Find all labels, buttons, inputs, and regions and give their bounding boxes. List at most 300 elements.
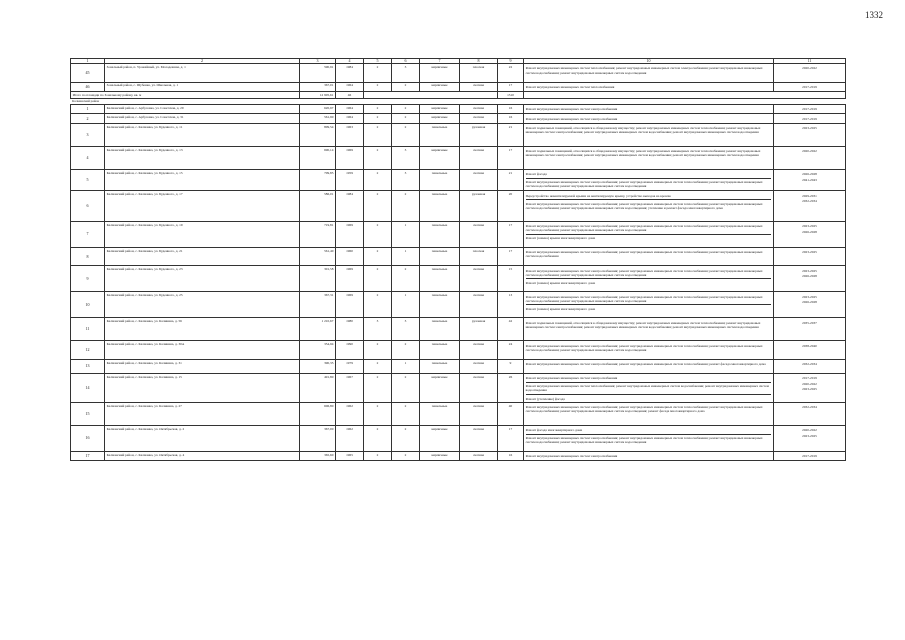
entrances-cell: 1 bbox=[392, 359, 420, 373]
row-number: 45 bbox=[71, 64, 105, 83]
area-cell: 620,97 bbox=[300, 104, 336, 114]
walls-material-cell: кирпичные bbox=[420, 373, 460, 402]
row-number: 46 bbox=[71, 82, 105, 92]
row-number: 3 bbox=[71, 123, 105, 146]
area-cell: 561,40 bbox=[300, 247, 336, 266]
year-period: 2017-2019 bbox=[802, 107, 817, 112]
walls-material-cell: кирпичные bbox=[420, 114, 460, 124]
years-cell bbox=[774, 123, 846, 146]
floors-cell: 2 bbox=[364, 266, 392, 292]
floors-cell: 2 bbox=[364, 123, 392, 146]
walls-material-cell: панельные bbox=[420, 318, 460, 341]
year-built-cell: 1969 bbox=[336, 292, 364, 318]
year-period: 2017-2019 bbox=[802, 116, 817, 121]
year-period: 2017-2019 bbox=[802, 454, 817, 459]
work-item: Ремонт внутридомовых инженерных систем электроснабжения; ремонт внутридомовых инженерных систем теплоснабжения; ремонт внутридомовых инженерных систем водоснабжения; ремонт внутридомовых инженерных систем водоотведения bbox=[525, 224, 763, 233]
roof-type-cell: скатная bbox=[460, 104, 498, 114]
roof-type-cell: рулонная bbox=[460, 123, 498, 146]
row-number: 16 bbox=[71, 425, 105, 451]
work-item: Ремонт внутридомовых инженерных систем теплоснабжения; ремонт внутридомовых инженерных систем водоснабжения; ремонт внутридомовых инженерных систем водоотведения bbox=[526, 382, 772, 393]
entrances-cell: 2 bbox=[392, 82, 420, 92]
area-cell: 709,85 bbox=[300, 169, 336, 191]
district-heading: Калманский район bbox=[71, 98, 846, 104]
area-cell: 367,01 bbox=[300, 82, 336, 92]
years-cell bbox=[774, 373, 846, 402]
years-cell bbox=[774, 451, 846, 461]
year-period: 2023-2025 bbox=[802, 387, 817, 392]
years-cell bbox=[774, 359, 846, 373]
row-number: 17 bbox=[71, 451, 105, 461]
table-row bbox=[71, 318, 846, 341]
row-number: 6 bbox=[71, 191, 105, 222]
year-built-cell: 1969 bbox=[336, 221, 364, 247]
flats-cell: 21 bbox=[498, 169, 524, 191]
years-cell bbox=[774, 221, 846, 247]
table-row bbox=[71, 114, 846, 124]
walls-material-cell: кирпичные bbox=[420, 451, 460, 461]
flats-cell: 17 bbox=[498, 82, 524, 92]
table-body bbox=[71, 59, 846, 461]
work-item: Ремонт внутридомовых инженерных систем электроснабжения bbox=[525, 107, 618, 112]
work-item: Ремонт внутридомовых инженерных систем теплоснабжения; ремонт внутридомовых инженерных систем электроснабжения; ремонт внутридомовых инженерных систем водоснабжения; ремонт внутридомовых инженерных систем водоотведения bbox=[525, 66, 763, 75]
flats-cell: 42 bbox=[498, 318, 524, 341]
roof-type-cell: скатная bbox=[460, 221, 498, 247]
entrances-cell: 1 bbox=[392, 221, 420, 247]
works-cell bbox=[524, 191, 774, 222]
area-cell: 367,00 bbox=[300, 425, 336, 451]
year-built-cell: 1980 bbox=[336, 318, 364, 341]
year-built-cell: 1964 bbox=[336, 114, 364, 124]
table-row bbox=[71, 123, 846, 146]
works-cell bbox=[524, 123, 774, 146]
floors-cell: 2 bbox=[364, 146, 392, 169]
years-cell bbox=[774, 191, 846, 222]
floors-cell: 2 bbox=[364, 104, 392, 114]
column-number: 5 bbox=[364, 59, 392, 64]
address-cell: Калманский район, с. Калманка, ул. Калинина, д. 31 bbox=[105, 359, 300, 373]
address-cell: Калманский район, с. Калманка, ул. Буденного, д. 21 bbox=[105, 247, 300, 266]
year-built-cell: 1959 bbox=[336, 169, 364, 191]
column-number: 4 bbox=[336, 59, 364, 64]
years-cell bbox=[774, 341, 846, 360]
year-built-cell: 1984 bbox=[336, 191, 364, 222]
work-item: Ремонт внутридомовых инженерных систем электроснабжения bbox=[525, 116, 618, 121]
area-cell: 354,94 bbox=[300, 341, 336, 360]
area-cell: 809,54 bbox=[300, 123, 336, 146]
floors-cell: 2 bbox=[364, 247, 392, 266]
roof-type-cell: скатная bbox=[460, 373, 498, 402]
year-period: 2023-2025 bbox=[802, 250, 817, 255]
column-number: 7 bbox=[420, 59, 460, 64]
entrances-cell: 3 bbox=[392, 318, 420, 341]
work-item: Ремонт внутридомовых инженерных систем электроснабжения; ремонт внутридомовых инженерных систем теплоснабжения; ремонт внутридомовых инженерных систем водоснабжения; ремонт внутридомовых инженерных систем водоотведения bbox=[526, 178, 772, 189]
address-cell: Калманский район, с. Калманка, ул. Калинина, д. 27 bbox=[105, 402, 300, 425]
year-period: 2035-2037 bbox=[802, 320, 817, 325]
address-cell: Калманский район, с. Калманка, ул. Октябрьская, д. 2 bbox=[105, 425, 300, 451]
table-row bbox=[71, 104, 846, 114]
works-cell bbox=[524, 373, 774, 402]
entrances-cell: 2 bbox=[392, 451, 420, 461]
walls-material-cell: панельные bbox=[420, 402, 460, 425]
roof-type-cell: скатная bbox=[460, 266, 498, 292]
roof-type-cell: рулонная bbox=[460, 191, 498, 222]
year-period: 2023-2025 bbox=[802, 294, 817, 299]
floors-cell: 2 bbox=[364, 64, 392, 83]
table-row bbox=[71, 221, 846, 247]
work-item: Ремонт (замена) крыши многоквартирного дома bbox=[526, 234, 772, 241]
flats-cell: 20 bbox=[498, 191, 524, 222]
year-period: 2020-2022 bbox=[802, 428, 817, 433]
row-number: 9 bbox=[71, 266, 105, 292]
column-number: 3 bbox=[300, 59, 336, 64]
years-cell bbox=[774, 266, 846, 292]
work-item: Ремонт внутридомовых инженерных систем электроснабжения bbox=[525, 376, 618, 381]
years-cell bbox=[774, 292, 846, 318]
walls-material-cell: панельные bbox=[420, 123, 460, 146]
walls-material-cell: панельные bbox=[420, 221, 460, 247]
work-item: Ремонт внутридомовых инженерных систем электроснабжения; ремонт внутридомовых инженерных систем теплоснабжения; ремонт внутридомовых инженерных систем водоснабжения; ремонт внутридомовых инженерных систем водоотведения bbox=[525, 343, 763, 352]
floors-cell: 2 bbox=[364, 82, 392, 92]
flats-cell: 9 bbox=[498, 359, 524, 373]
year-period: 2041-2043 bbox=[802, 177, 817, 182]
entrances-cell: 2 bbox=[392, 266, 420, 292]
year-period: 2032-2034 bbox=[802, 199, 817, 204]
table-row bbox=[71, 373, 846, 402]
flats-cell: 21 bbox=[498, 123, 524, 146]
walls-material-cell: кирпичные bbox=[420, 104, 460, 114]
year-built-cell: 1969 bbox=[336, 266, 364, 292]
table-row bbox=[71, 359, 846, 373]
flats-cell: 16 bbox=[498, 114, 524, 124]
table-row bbox=[71, 292, 846, 318]
floors-cell: 2 bbox=[364, 451, 392, 461]
address-cell: Калманский район, с. Калманка, ул. Буденного, д. 15 bbox=[105, 169, 300, 191]
entrances-cell: 2 bbox=[392, 402, 420, 425]
row-number: 11 bbox=[71, 318, 105, 341]
address-cell: Калманский район, с. Калманка, ул. Октябрьская, д. 4 bbox=[105, 451, 300, 461]
years-cell bbox=[774, 247, 846, 266]
works-cell bbox=[524, 82, 774, 92]
floors-cell: 2 bbox=[364, 114, 392, 124]
total-label: Итого по площади по Зональному району, кв. м bbox=[71, 92, 300, 98]
entrances-cell: 2 bbox=[392, 123, 420, 146]
years-cell bbox=[774, 82, 846, 92]
floors-cell: 2 bbox=[364, 402, 392, 425]
address-cell: Калманский район, с. Калманка, ул. Калинина, д. 15 bbox=[105, 373, 300, 402]
work-item: Переустройство невентилируемой крыши на вентилируемую крышу, устройство выходов на кровлю bbox=[525, 193, 672, 198]
area-cell: 590,91 bbox=[300, 64, 336, 83]
row-number: 15 bbox=[71, 402, 105, 425]
floors-cell: 2 bbox=[364, 169, 392, 191]
address-cell: Калманский район, с. Калманка, ул. Буденного, д. 19 bbox=[105, 221, 300, 247]
column-number: 11 bbox=[774, 59, 846, 64]
flats-cell: 15 bbox=[498, 266, 524, 292]
flats-cell: 17 bbox=[498, 425, 524, 451]
floors-cell: 3 bbox=[364, 318, 392, 341]
year-period: 2023-2025 bbox=[802, 433, 817, 438]
table-row bbox=[71, 341, 846, 360]
total-area: 12 905,61 bbox=[300, 92, 336, 98]
year-period: 2020-2022 bbox=[802, 149, 817, 154]
flats-cell: 24 bbox=[498, 341, 524, 360]
years-cell bbox=[774, 104, 846, 114]
roof-type-cell: плоская bbox=[460, 247, 498, 266]
entrances-cell: 2 bbox=[392, 114, 420, 124]
repair-schedule-table bbox=[70, 58, 846, 461]
area-cell: 365,60 bbox=[300, 451, 336, 461]
area-cell: 606,80 bbox=[300, 402, 336, 425]
entrances-cell: 3 bbox=[392, 169, 420, 191]
year-period: 2023-2025 bbox=[802, 224, 817, 229]
table-row bbox=[71, 146, 846, 169]
column-number: 9 bbox=[498, 59, 524, 64]
work-item: Ремонт подвальных помещений, относящихся к общедомовому имуществу; ремонт внутридомовых инженерных систем теплоснабжения; ремонт внутридомовых инженерных систем электроснабжения; ремонт внутридомовых инженерных систем водоснабжения; ремонт внутридомовых инженерных систем водоотведения bbox=[525, 149, 761, 158]
year-built-cell: 1962 bbox=[336, 402, 364, 425]
area-cell: 719,81 bbox=[300, 221, 336, 247]
flats-cell: 16 bbox=[498, 104, 524, 114]
row-number: 1 bbox=[71, 104, 105, 114]
walls-material-cell: панельные bbox=[420, 191, 460, 222]
year-period: 2026-2028 bbox=[802, 300, 817, 305]
year-built-cell: 1984 bbox=[336, 64, 364, 83]
address-cell: Калманский район, с. Калманка, ул. Буденного, д. 25 bbox=[105, 292, 300, 318]
flats-cell: 17 bbox=[498, 221, 524, 247]
walls-material-cell: кирпичные bbox=[420, 425, 460, 451]
works-cell bbox=[524, 292, 774, 318]
area-cell: 690,14 bbox=[300, 146, 336, 169]
floors-cell: 2 bbox=[364, 221, 392, 247]
total-count: 46 bbox=[336, 92, 364, 98]
table-row bbox=[71, 266, 846, 292]
roof-type-cell: рулонная bbox=[460, 318, 498, 341]
roof-type-cell: скатная bbox=[460, 146, 498, 169]
year-built-cell: 1967 bbox=[336, 373, 364, 402]
works-cell bbox=[524, 341, 774, 360]
entrances-cell: 2 bbox=[392, 104, 420, 114]
works-cell bbox=[524, 146, 774, 169]
year-period: 2026-2028 bbox=[802, 274, 817, 279]
work-item: Ремонт внутридомовых инженерных систем электроснабжения; ремонт внутридомовых инженерных систем теплоснабжения; ремонт внутридомовых инженерных систем водоснабжения; ремонт внутридомовых инженерных систем водоотведения bbox=[525, 268, 763, 277]
table-row bbox=[71, 64, 846, 83]
flats-cell: 22 bbox=[498, 64, 524, 83]
year-period: 2026-2028 bbox=[802, 172, 817, 177]
walls-material-cell: кирпичные bbox=[420, 64, 460, 83]
work-item: Ремонт (утепление) фасада bbox=[526, 394, 772, 401]
table-row bbox=[71, 451, 846, 461]
work-item: Ремонт внутридомовых инженерных систем электроснабжения; ремонт внутридомовых инженерных систем теплоснабжения; ремонт фасада многоквартирного дома bbox=[525, 362, 766, 367]
row-number: 12 bbox=[71, 341, 105, 360]
year-built-cell: 1962 bbox=[336, 425, 364, 451]
walls-material-cell: панельные bbox=[420, 247, 460, 266]
entrances-cell: 3 bbox=[392, 64, 420, 83]
roof-type-cell: скатная bbox=[460, 114, 498, 124]
year-built-cell: 1963 bbox=[336, 123, 364, 146]
walls-material-cell: панельные bbox=[420, 341, 460, 360]
column-number: 6 bbox=[392, 59, 420, 64]
walls-material-cell: панельные bbox=[420, 359, 460, 373]
works-cell bbox=[524, 114, 774, 124]
address-cell: Калманский район, с. Калманка, ул. Калинина, д. 56 bbox=[105, 318, 300, 341]
area-cell: 367,31 bbox=[300, 292, 336, 318]
flats-cell: 16 bbox=[498, 451, 524, 461]
address-cell: Калманский район, с. Калманка, ул. Буденного, д. 17 bbox=[105, 191, 300, 222]
table-row bbox=[71, 247, 846, 266]
year-period: 2017-2019 bbox=[802, 84, 817, 89]
floors-cell: 2 bbox=[364, 292, 392, 318]
area-cell: 561,90 bbox=[300, 114, 336, 124]
row-number: 13 bbox=[71, 359, 105, 373]
address-cell: Зональный район, п. Урожайный, ул. Молодежная, д. 1 bbox=[105, 64, 300, 83]
work-item: Ремонт подвальных помещений, относящихся к общедомовому имуществу; ремонт внутридомовых инженерных систем теплоснабжения; ремонт внутридомовых инженерных систем электроснабжения; ремонт внутридомовых инженерных систем водоснабжения; ремонт внутридомовых инженерных систем водоотведения bbox=[525, 126, 761, 135]
flats-cell: 40 bbox=[498, 402, 524, 425]
column-number: 1 bbox=[71, 59, 105, 64]
year-period: 2017-2019 bbox=[802, 376, 817, 381]
roof-type-cell: скатная bbox=[460, 82, 498, 92]
page-number: 1332 bbox=[865, 10, 883, 20]
area-cell: 390,35 bbox=[300, 359, 336, 373]
works-cell bbox=[524, 104, 774, 114]
floors-cell: 2 bbox=[364, 191, 392, 222]
walls-material-cell: панельные bbox=[420, 169, 460, 191]
year-built-cell: 1969 bbox=[336, 146, 364, 169]
year-built-cell: 1964 bbox=[336, 82, 364, 92]
address-cell: Калманский район, с. Калманка, ул. Калинина, д. 30А bbox=[105, 341, 300, 360]
walls-material-cell: панельные bbox=[420, 292, 460, 318]
area-cell: 491,80 bbox=[300, 373, 336, 402]
work-item: Ремонт внутридомовых инженерных систем электроснабжения bbox=[525, 454, 618, 459]
floors-cell: 2 bbox=[364, 373, 392, 402]
roof-type-cell: скатная bbox=[460, 169, 498, 191]
document-page bbox=[70, 58, 845, 461]
year-built-cell: 1965 bbox=[336, 451, 364, 461]
row-number: 5 bbox=[71, 169, 105, 191]
year-period: 2029-2031 bbox=[802, 193, 817, 198]
roof-type-cell: плоская bbox=[460, 64, 498, 83]
flats-cell: 13 bbox=[498, 292, 524, 318]
row-number: 8 bbox=[71, 247, 105, 266]
table-row bbox=[71, 82, 846, 92]
work-item: Ремонт (замена) крыши многоквартирного дома bbox=[526, 304, 772, 311]
roof-type-cell: скатная bbox=[460, 402, 498, 425]
work-item: Ремонт внутридомовых инженерных систем электроснабжения; ремонт внутридомовых инженерных систем теплоснабжения; ремонт внутридомовых инженерных систем водоснабжения; ремонт внутридомовых инженерных систем водоотведения bbox=[526, 434, 772, 445]
roof-type-cell: скатная bbox=[460, 341, 498, 360]
works-cell bbox=[524, 359, 774, 373]
work-item: Ремонт фасада многоквартирного дома bbox=[525, 428, 583, 433]
year-period: 2020-2022 bbox=[802, 381, 817, 386]
year-period: 2023-2025 bbox=[802, 268, 817, 273]
flats-cell: 17 bbox=[498, 146, 524, 169]
column-number: 8 bbox=[460, 59, 498, 64]
table-row bbox=[71, 425, 846, 451]
walls-material-cell: панельные bbox=[420, 266, 460, 292]
works-cell bbox=[524, 451, 774, 461]
work-item: Ремонт фасада bbox=[525, 172, 547, 177]
walls-material-cell: кирпичные bbox=[420, 82, 460, 92]
entrances-cell: 1 bbox=[392, 247, 420, 266]
area-cell: 586,01 bbox=[300, 191, 336, 222]
entrances-cell: 2 bbox=[392, 373, 420, 402]
works-cell bbox=[524, 318, 774, 341]
roof-type-cell: скатная bbox=[460, 425, 498, 451]
address-cell: Зональный район, с. Шубенка, ул. Школьная, д. 1 bbox=[105, 82, 300, 92]
floors-cell: 2 bbox=[364, 341, 392, 360]
year-built-cell: 1960 bbox=[336, 247, 364, 266]
floors-cell: 2 bbox=[364, 359, 392, 373]
column-number: 10 bbox=[524, 59, 774, 64]
flats-cell: 17 bbox=[498, 247, 524, 266]
works-cell bbox=[524, 221, 774, 247]
year-period: 2032-2034 bbox=[802, 362, 817, 367]
address-cell: Калманский район, с. Арбузовка, ул. Советская, д. 29 bbox=[105, 104, 300, 114]
work-item: Ремонт внутридомовых инженерных систем электроснабжения; ремонт внутридомовых инженерных систем теплоснабжения; ремонт внутридомовых инженерных систем водоснабжения; ремонт внутридомовых инженерных систем водоотведения bbox=[525, 294, 763, 303]
flats-cell: 26 bbox=[498, 373, 524, 402]
work-item: Ремонт внутридомовых инженерных систем электроснабжения; ремонт внутридомовых инженерных систем теплоснабжения; ремонт внутридомовых инженерных систем водоснабжения; ремонт внутридомовых инженерных систем водоотведения; ремонт фасада многоквартирного дома bbox=[525, 405, 763, 414]
address-cell: Калманский район, с. Калманка, ул. Буденного, д. 11 bbox=[105, 123, 300, 146]
entrances-cell: 2 bbox=[392, 191, 420, 222]
year-built-cell: 1979 bbox=[336, 359, 364, 373]
works-cell bbox=[524, 247, 774, 266]
area-cell: 301,58 bbox=[300, 266, 336, 292]
years-cell bbox=[774, 114, 846, 124]
address-cell: Калманский район, с. Калманка, ул. Буденного, д. 23 bbox=[105, 266, 300, 292]
years-cell bbox=[774, 402, 846, 425]
row-number: 14 bbox=[71, 373, 105, 402]
year-period: 2020-2022 bbox=[802, 66, 817, 71]
entrances-cell: 1 bbox=[392, 292, 420, 318]
work-item: Ремонт (замена) крыши многоквартирного дома bbox=[526, 278, 772, 285]
years-cell bbox=[774, 146, 846, 169]
table-row bbox=[71, 169, 846, 191]
year-period: 2026-2028 bbox=[802, 229, 817, 234]
works-cell bbox=[524, 425, 774, 451]
entrances-cell: 3 bbox=[392, 146, 420, 169]
row-number: 7 bbox=[71, 221, 105, 247]
years-cell bbox=[774, 169, 846, 191]
entrances-cell: 2 bbox=[392, 425, 420, 451]
year-built-cell: 1964 bbox=[336, 104, 364, 114]
years-cell bbox=[774, 318, 846, 341]
floors-cell: 2 bbox=[364, 425, 392, 451]
table-row bbox=[71, 191, 846, 222]
year-period: 2032-2034 bbox=[802, 405, 817, 410]
address-cell: Калманский район, с. Калманка, ул. Буденного, д. 13 bbox=[105, 146, 300, 169]
row-number: 4 bbox=[71, 146, 105, 169]
work-item: Ремонт внутридомовых инженерных систем электроснабжения; ремонт внутридомовых инженерных систем теплоснабжения; ремонт внутридомовых инженерных систем водоснабжения bbox=[525, 250, 763, 259]
roof-type-cell: скатная bbox=[460, 359, 498, 373]
area-cell: 1 210,67 bbox=[300, 318, 336, 341]
works-cell bbox=[524, 64, 774, 83]
entrances-cell: 2 bbox=[392, 341, 420, 360]
year-period: 2038-2040 bbox=[802, 343, 817, 348]
work-item: Ремонт подвальных помещений, относящихся к общедомовому имуществу; ремонт внутридомовых инженерных систем теплоснабжения; ремонт внутридомовых инженерных систем электроснабжения; ремонт внутридомовых инженерных систем водоснабжения; ремонт внутридомовых инженерных систем водоотведения bbox=[525, 320, 761, 329]
row-number: 2 bbox=[71, 114, 105, 124]
works-cell bbox=[524, 266, 774, 292]
total-flats: 1310 bbox=[498, 92, 524, 98]
works-cell bbox=[524, 169, 774, 191]
row-number: 10 bbox=[71, 292, 105, 318]
years-cell bbox=[774, 64, 846, 83]
table-row bbox=[71, 402, 846, 425]
address-cell: Калманский район, с. Арбузовка, ул. Советская, д. 31 bbox=[105, 114, 300, 124]
years-cell bbox=[774, 425, 846, 451]
year-period: 2023-2025 bbox=[802, 126, 817, 131]
roof-type-cell: скатная bbox=[460, 451, 498, 461]
column-number: 2 bbox=[105, 59, 300, 64]
work-item: Ремонт внутридомовых инженерных систем теплоснабжения bbox=[525, 84, 615, 89]
roof-type-cell: скатная bbox=[460, 292, 498, 318]
walls-material-cell: кирпичные bbox=[420, 146, 460, 169]
works-cell bbox=[524, 402, 774, 425]
